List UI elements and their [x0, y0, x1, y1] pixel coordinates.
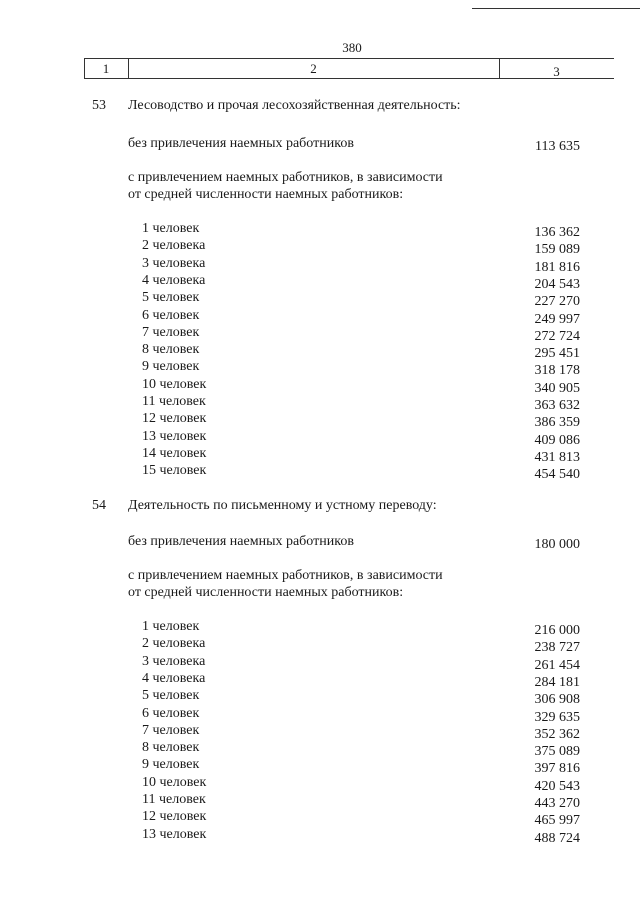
header-col-2: 2	[310, 61, 317, 76]
section-title: Лесоводство и прочая лесохозяйственная деятельность:	[128, 98, 461, 113]
header-col-3: 3	[553, 64, 560, 79]
rate-value: 159 089	[534, 242, 580, 257]
rate-value: 363 632	[534, 398, 580, 413]
employee-count-label: 9 человек	[142, 757, 200, 772]
rate-value: 306 908	[534, 692, 580, 707]
employee-count-label: 1 человек	[142, 221, 200, 236]
employee-count-label: 7 человек	[142, 723, 200, 738]
rate-value: 181 816	[534, 260, 580, 275]
employee-count-label: 2 человека	[142, 636, 206, 651]
employee-count-label: 5 человек	[142, 290, 200, 305]
with-hired-text: от средней численности наемных работников:	[128, 187, 404, 202]
header-col-1: 1	[102, 61, 110, 76]
employee-count-label: 11 человек	[142, 792, 206, 807]
employee-count-label: 3 человека	[142, 256, 206, 271]
rate-value: 238 727	[534, 640, 580, 655]
employee-count-label: 10 человек	[142, 775, 207, 790]
page-number: 380	[342, 40, 362, 55]
header-rule-top	[84, 58, 614, 59]
employee-count-label: 8 человек	[142, 342, 200, 357]
rate-value: 397 816	[534, 761, 580, 776]
rate-value: 329 635	[534, 710, 580, 725]
rate-value: 431 813	[534, 450, 580, 465]
employee-count-label: 6 человек	[142, 706, 200, 721]
rate-value: 409 086	[534, 433, 580, 448]
employee-count-label: 12 человек	[142, 809, 207, 824]
employee-count-label: 11 человек	[142, 394, 206, 409]
rate-value: 261 454	[534, 658, 580, 673]
employee-count-label: 9 человек	[142, 359, 200, 374]
rate-value: 420 543	[534, 779, 580, 794]
without-hired-value: 180 000	[534, 537, 580, 552]
rate-value: 318 178	[534, 363, 580, 378]
employee-count-label: 6 человек	[142, 308, 200, 323]
rate-value: 284 181	[534, 675, 580, 690]
employee-count-label: 4 человека	[142, 273, 206, 288]
rate-value: 272 724	[534, 329, 580, 344]
rate-value: 136 362	[534, 225, 580, 240]
employee-count-label: 1 человек	[142, 619, 200, 634]
rate-value: 488 724	[534, 831, 580, 846]
employee-count-label: 14 человек	[142, 446, 207, 461]
rate-value: 340 905	[534, 381, 580, 396]
employee-count-label: 15 человек	[142, 463, 207, 478]
rate-value: 352 362	[534, 727, 580, 742]
employee-count-label: 12 человек	[142, 411, 207, 426]
rate-value: 443 270	[534, 796, 580, 811]
section-number: 53	[92, 98, 106, 113]
top-rule	[472, 8, 640, 9]
employee-count-label: 13 человек	[142, 429, 207, 444]
rate-value: 204 543	[534, 277, 580, 292]
rate-value: 386 359	[534, 415, 580, 430]
rate-value: 227 270	[534, 294, 580, 309]
rate-value: 295 451	[534, 346, 580, 361]
employee-count-label: 4 человека	[142, 671, 206, 686]
employee-count-label: 10 человек	[142, 377, 207, 392]
with-hired-text: с привлечением наемных работников, в зависимости	[128, 170, 443, 185]
rate-value: 465 997	[534, 813, 580, 828]
without-hired-value: 113 635	[535, 139, 580, 154]
employee-count-label: 2 человека	[142, 238, 206, 253]
section-number: 54	[92, 498, 106, 513]
section-title: Деятельность по письменному и устному переводу:	[128, 498, 437, 513]
with-hired-text: от средней численности наемных работников:	[128, 585, 404, 600]
without-hired-label: без привлечения наемных работников	[128, 534, 354, 549]
rate-value: 216 000	[534, 623, 580, 638]
without-hired-label: без привлечения наемных работников	[128, 136, 354, 151]
employee-count-label: 7 человек	[142, 325, 200, 340]
employee-count-label: 3 человека	[142, 654, 206, 669]
with-hired-text: с привлечением наемных работников, в зависимости	[128, 568, 443, 583]
employee-count-label: 13 человек	[142, 827, 207, 842]
rate-value: 454 540	[534, 467, 580, 482]
rate-value: 249 997	[534, 312, 580, 327]
table-header	[84, 58, 614, 82]
employee-count-label: 5 человек	[142, 688, 200, 703]
employee-count-label: 8 человек	[142, 740, 200, 755]
rate-value: 375 089	[534, 744, 580, 759]
